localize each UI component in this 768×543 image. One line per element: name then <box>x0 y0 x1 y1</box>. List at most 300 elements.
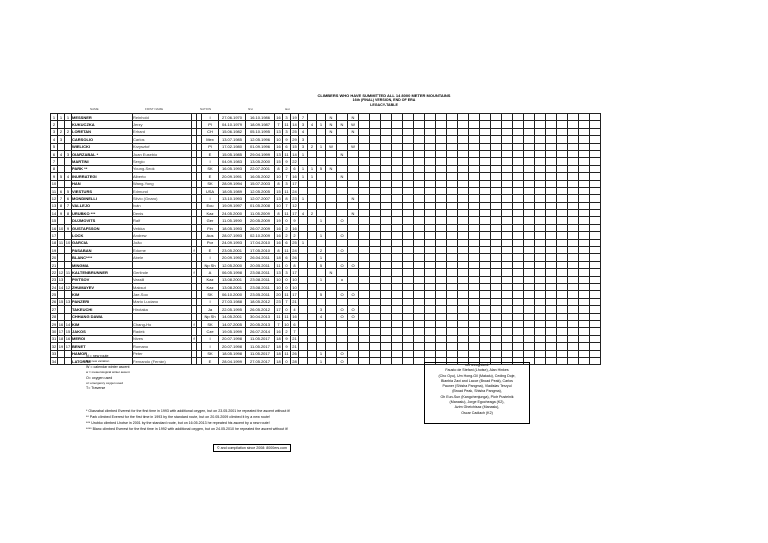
table-cell-peak <box>392 158 403 165</box>
table-cell-peak <box>359 158 370 165</box>
table-row <box>51 343 601 350</box>
table-cell-km <box>348 187 359 194</box>
table-cell-peak <box>546 173 557 180</box>
table-cell-peak <box>403 165 414 172</box>
table-cell-k2 <box>337 180 348 187</box>
table-cell-x <box>317 173 326 180</box>
table-cell-peak <box>359 143 370 150</box>
table-cell-peak <box>359 276 370 283</box>
table-cell-r1: 26 <box>51 299 57 305</box>
table-cell-first: Veikka <box>133 224 192 231</box>
table-cell-peak <box>568 320 579 327</box>
table-cell-peak <box>546 261 557 268</box>
table-cell-peak <box>568 232 579 239</box>
table-cell-b: 0 <box>283 357 291 364</box>
table-cell-peak <box>513 247 524 254</box>
table-row <box>51 247 601 254</box>
table-cell-peak <box>568 247 579 254</box>
table-cell-n <box>299 298 308 305</box>
table-cell-peak <box>447 224 458 231</box>
table-cell-peak <box>524 261 535 268</box>
table-row <box>51 335 601 342</box>
table-cell-x <box>317 187 326 194</box>
table-cell-peak <box>359 232 370 239</box>
table-cell-peak <box>590 357 601 364</box>
table-cell-peak <box>403 150 414 157</box>
table-cell-km: O <box>348 306 359 313</box>
table-cell-r1: 22 <box>51 269 57 275</box>
table-cell-peak <box>370 158 381 165</box>
table-cell-peak <box>403 357 414 364</box>
table-cell-peak <box>557 306 568 313</box>
table-cell-peak <box>557 173 568 180</box>
table-cell-k2: O <box>337 357 348 364</box>
table-cell-ev <box>326 276 337 283</box>
title-line-2: 16th (FINAL) VERSION, END OF ERA <box>352 98 416 102</box>
table-cell-peak <box>546 114 557 121</box>
table-cell-peak <box>579 143 590 150</box>
table-cell-peak <box>381 143 392 150</box>
table-cell-peak <box>557 232 568 239</box>
table-cell-km: W <box>348 143 359 150</box>
table-cell-b: 0 <box>283 261 291 268</box>
table-cell-peak <box>546 320 557 327</box>
table-row <box>51 224 601 231</box>
table-cell-peak <box>458 320 469 327</box>
table-cell-peak <box>458 114 469 121</box>
table-cell-peak <box>546 128 557 135</box>
table-cell-peak <box>502 143 513 150</box>
table-cell-peak <box>491 306 502 313</box>
table-cell-peak <box>414 298 425 305</box>
table-cell-c: 26 <box>292 255 297 261</box>
table-cell-ev <box>326 224 337 231</box>
table-cell-a: 15 <box>276 159 281 165</box>
table-cell-peak <box>469 173 480 180</box>
table-cell-peak <box>392 128 403 135</box>
table-cell-peak <box>480 350 491 357</box>
table-cell-peak <box>590 232 601 239</box>
table-cell-name: HAN <box>72 180 133 187</box>
table-cell-peak <box>590 136 601 143</box>
table-cell-first: Alberto <box>133 173 192 180</box>
table-cell-peak <box>502 121 513 128</box>
table-cell-peak <box>403 143 414 150</box>
table-cell-peak <box>535 202 546 209</box>
table-cell-d1: 15.05.1985 <box>219 150 246 157</box>
table-cell-r2: 3 <box>58 136 65 143</box>
table-cell-peak <box>458 173 469 180</box>
table-cell-k2 <box>337 328 348 335</box>
table-cell-d1: 18.05.1993 <box>219 224 246 231</box>
table-cell-peak <box>392 150 403 157</box>
table-cell-k2 <box>337 136 348 143</box>
climbers-table <box>50 113 601 365</box>
table-cell-peak <box>469 180 480 187</box>
table-cell-d2: 11.05.2017 <box>246 335 275 342</box>
table-cell-x <box>317 202 326 209</box>
table-cell-k2: N <box>337 121 348 128</box>
table-cell-peak <box>579 261 590 268</box>
table-cell-peak <box>535 239 546 246</box>
table-cell-n: 1 <box>299 239 308 246</box>
table-cell-name: MESSNER <box>72 114 133 121</box>
table-cell-peak <box>458 187 469 194</box>
table-cell-c: 10 <box>292 284 297 290</box>
table-cell-k2 <box>337 224 348 231</box>
table-cell-peak <box>480 195 491 202</box>
table-cell-peak <box>403 210 414 217</box>
table-cell-first: Hirotaka <box>133 306 192 313</box>
table-row <box>51 276 601 283</box>
table-cell-km <box>348 224 359 231</box>
table-cell-nat: SK <box>202 165 219 172</box>
table-cell-peak <box>524 320 535 327</box>
table-cell-peak <box>447 343 458 350</box>
table-cell-peak <box>403 350 414 357</box>
table-cell-peak <box>524 335 535 342</box>
table-cell-peak <box>480 313 491 320</box>
not-recognized-line: (Manaslu), Jorge Egocheaga (K2), <box>449 400 505 405</box>
table-cell-peak <box>381 276 392 283</box>
table-cell-peak <box>513 239 524 246</box>
table-cell-peak <box>469 121 480 128</box>
table-cell-peak <box>436 187 447 194</box>
table-cell-first: Radek <box>133 328 192 335</box>
table-cell-peak <box>513 173 524 180</box>
table-cell-c: 28 <box>292 358 297 364</box>
table-cell-nat: E <box>202 247 219 254</box>
table-cell-ev <box>326 195 337 202</box>
table-cell-name: PARK ** <box>72 165 133 172</box>
table-cell-peak <box>436 210 447 217</box>
table-cell-name: KIM <box>72 291 133 298</box>
table-cell-b: 2 <box>283 224 291 231</box>
table-cell-r3: 2 <box>65 128 72 135</box>
table-cell-peak <box>403 232 414 239</box>
legend-item: T= Traverse <box>86 386 106 391</box>
table-cell-peak <box>524 158 535 165</box>
table-cell-m <box>308 276 317 283</box>
table-cell-peak <box>480 202 491 209</box>
table-cell-name: LORETAN <box>72 128 133 135</box>
table-cell-peak <box>425 217 436 224</box>
table-cell-peak <box>557 136 568 143</box>
table-cell-d2: 27.05.2017 <box>246 357 275 364</box>
table-cell-peak <box>469 298 480 305</box>
table-cell-peak <box>557 269 568 276</box>
table-cell-peak <box>513 128 524 135</box>
table-cell-r2 <box>58 261 65 268</box>
table-cell-peak <box>392 114 403 121</box>
table-cell-n <box>299 202 308 209</box>
table-cell-m <box>308 217 317 224</box>
table-cell-ev <box>326 283 337 290</box>
table-cell-peak <box>502 298 513 305</box>
table-cell-b: 11 <box>284 188 289 194</box>
table-cell-k2 <box>337 210 348 217</box>
table-cell-peak <box>557 121 568 128</box>
legend-item: N = new variation <box>86 359 110 364</box>
table-cell-peak <box>491 121 502 128</box>
table-cell-d2: 20.05.2011 <box>246 261 275 268</box>
table-cell-n <box>299 224 308 231</box>
table-cell-k2 <box>337 165 348 172</box>
table-cell-peak <box>491 136 502 143</box>
table-cell-r3 <box>65 291 72 298</box>
table-cell-peak <box>392 165 403 172</box>
table-cell-peak <box>590 335 601 342</box>
table-cell-peak <box>392 136 403 143</box>
table-cell-name: PANZERI <box>72 298 133 305</box>
table-cell-peak <box>491 350 502 357</box>
table-cell-peak <box>513 291 524 298</box>
table-cell-peak <box>436 328 447 335</box>
table-cell-peak <box>513 136 524 143</box>
table-cell-m <box>308 335 317 342</box>
table-cell-r3 <box>65 350 72 357</box>
table-cell-r3: 6 <box>65 195 72 202</box>
table-cell-nat: I <box>202 254 219 261</box>
table-cell-nat: I <box>202 335 219 342</box>
table-cell-peak <box>392 217 403 224</box>
table-cell-ev <box>326 298 337 305</box>
table-cell-peak <box>579 269 590 276</box>
table-cell-nat: Por <box>202 239 219 246</box>
table-cell-r2: 7 <box>58 195 65 202</box>
table-cell-peak <box>546 224 557 231</box>
table-cell-d1: 13.08.2001 <box>219 276 246 283</box>
table-cell-b: 9 <box>283 343 291 350</box>
table-cell-d2: 11.05.2017 <box>246 343 275 350</box>
table-cell-peak <box>447 136 458 143</box>
table-cell-peak <box>568 114 579 121</box>
table-cell-a: 13 <box>276 269 281 275</box>
table-cell-m <box>308 298 317 305</box>
table-cell-peak <box>546 217 557 224</box>
table-cell-peak <box>381 343 392 350</box>
table-cell-peak <box>447 195 458 202</box>
table-cell-peak <box>480 291 491 298</box>
table-cell-sex: f <box>193 247 195 253</box>
table-cell-peak <box>370 335 381 342</box>
table-cell-d1: 19.09.1997 <box>219 202 246 209</box>
table-cell-r1: 15 <box>51 218 57 224</box>
table-cell-n <box>299 232 308 239</box>
table-cell-r2: 6 <box>58 187 65 194</box>
table-cell-peak <box>535 313 546 320</box>
table-cell-r1: 29 <box>51 321 57 327</box>
table-cell-r1: 9 <box>51 173 58 180</box>
table-cell-peak <box>590 298 601 305</box>
table-cell-d2: 15.07.2003 <box>246 180 275 187</box>
table-cell-d1: 20.09.1992 <box>219 254 246 261</box>
table-cell-nat: Np Sh <box>202 261 219 268</box>
table-cell-peak <box>546 357 557 364</box>
not-recognized-line: Pauner (Shisha Pangma), Vladislav Terzyul <box>442 384 512 389</box>
table-cell-n <box>299 306 308 313</box>
table-cell-r2: 12 <box>58 269 64 275</box>
table-cell-r2 <box>58 158 65 165</box>
table-cell-m <box>308 306 317 313</box>
table-cell-a: 13 <box>276 151 281 157</box>
table-cell-peak <box>535 298 546 305</box>
table-cell-peak <box>392 224 403 231</box>
table-cell-peak <box>381 158 392 165</box>
table-cell-peak <box>392 239 403 246</box>
table-cell-peak <box>557 350 568 357</box>
table-cell-peak <box>524 254 535 261</box>
table-cell-d1: 15.06.1982 <box>219 128 246 135</box>
table-cell-nat: Np Sh <box>202 313 219 320</box>
table-cell-peak <box>447 217 458 224</box>
table-cell-peak <box>524 232 535 239</box>
table-cell-peak <box>535 350 546 357</box>
table-cell-peak <box>568 306 579 313</box>
table-cell-peak <box>381 232 392 239</box>
table-cell-peak <box>425 313 436 320</box>
table-cell-peak <box>502 254 513 261</box>
table-cell-peak <box>546 306 557 313</box>
table-cell-peak <box>502 224 513 231</box>
table-cell-peak <box>546 202 557 209</box>
table-cell-d2: 17.05.2010 <box>246 247 275 254</box>
table-row <box>51 350 601 357</box>
table-cell-peak <box>392 283 403 290</box>
table-cell-m <box>308 202 317 209</box>
table-cell-peak <box>381 128 392 135</box>
table-cell-r1: 30 <box>51 329 57 335</box>
table-cell-peak <box>447 254 458 261</box>
table-cell-peak <box>546 276 557 283</box>
not-recognized-line: Oh Eun-Sun (Kangchenjunga), Piotr Pustelnik <box>440 394 514 399</box>
table-cell-peak <box>568 239 579 246</box>
table-cell-peak <box>491 320 502 327</box>
table-cell-peak <box>480 343 491 350</box>
table-cell-peak <box>557 298 568 305</box>
table-cell-d1: 14.05.2001 <box>219 313 246 320</box>
table-cell-r2: 5 <box>58 173 65 180</box>
table-cell-peak <box>579 276 590 283</box>
table-cell-peak <box>590 165 601 172</box>
table-cell-first: Young-Seok <box>133 165 192 172</box>
table-cell-peak <box>491 291 502 298</box>
table-cell-peak <box>425 143 436 150</box>
table-cell-k2: O <box>337 291 348 298</box>
table-cell-peak <box>546 343 557 350</box>
table-cell-r2: 4 <box>58 150 65 157</box>
table-cell-r2 <box>58 143 65 150</box>
table-cell-peak <box>425 306 436 313</box>
table-cell-peak <box>403 239 414 246</box>
table-cell-first: Vassili <box>133 276 192 283</box>
table-cell-peak <box>425 283 436 290</box>
table-cell-peak <box>414 291 425 298</box>
table-cell-c: 10 <box>292 277 297 283</box>
table-cell-peak <box>359 298 370 305</box>
table-cell-peak <box>579 254 590 261</box>
table-cell-peak <box>469 187 480 194</box>
not-recognized-line: (Cho Oyu), Um Hong-Gil (Makalu), Ceding Doje, <box>438 373 516 378</box>
table-cell-b: 3 <box>283 180 291 187</box>
table-cell-nat: CH <box>202 128 219 135</box>
table-cell-r2: 2 <box>58 128 65 135</box>
table-cell-b: 6 <box>283 143 291 150</box>
table-cell-r1: 8 <box>51 165 58 172</box>
table-cell-peak <box>535 195 546 202</box>
not-recognized-box <box>424 362 530 424</box>
table-cell-peak <box>502 210 513 217</box>
table-cell-c: 12 <box>292 203 297 209</box>
table-cell-peak <box>370 298 381 305</box>
not-recognized-line: (Broad Peak, Shisha Pangma), <box>452 389 502 394</box>
table-cell-b: 8 <box>283 195 291 202</box>
table-cell-nat: E <box>202 357 219 364</box>
table-cell-r2 <box>58 247 65 254</box>
table-cell-peak <box>414 165 425 172</box>
table-cell-peak <box>590 350 601 357</box>
table-cell-nat: Ecu <box>202 202 219 209</box>
table-cell-peak <box>513 343 524 350</box>
table-cell-peak <box>447 328 458 335</box>
table-cell-d2: 11.05.2009 <box>246 210 275 217</box>
table-cell-peak <box>557 210 568 217</box>
table-cell-ev <box>326 232 337 239</box>
table-cell-b: 11 <box>284 151 289 157</box>
table-cell-peak <box>524 121 535 128</box>
table-cell-peak <box>469 239 480 246</box>
table-cell-peak <box>381 239 392 246</box>
table-cell-peak <box>469 254 480 261</box>
table-cell-peak <box>392 254 403 261</box>
table-cell-d2: 16.10.1986 <box>246 114 275 121</box>
table-cell-peak <box>557 261 568 268</box>
table-cell-peak <box>381 202 392 209</box>
table-cell-peak <box>480 261 491 268</box>
table-cell-name: ZHUMAYEV <box>72 283 133 290</box>
table-cell-peak <box>546 247 557 254</box>
table-cell-peak <box>414 313 425 320</box>
table-cell-nat: USA <box>202 187 219 194</box>
table-cell-peak <box>480 276 491 283</box>
table-cell-peak <box>524 150 535 157</box>
table-cell-x <box>317 114 326 121</box>
table-cell-peak <box>381 313 392 320</box>
table-cell-r2 <box>58 180 65 187</box>
table-cell-r1: 1 <box>51 114 58 121</box>
table-cell-c: 24 <box>292 188 297 194</box>
table-cell-peak <box>414 128 425 135</box>
table-cell-x <box>317 298 326 305</box>
table-cell-c: 21 <box>292 336 297 342</box>
table-cell-peak <box>447 180 458 187</box>
table-cell-x: 4 <box>317 313 326 320</box>
table-cell-first: Mario Luciano <box>133 298 192 305</box>
table-cell-ev <box>326 173 337 180</box>
table-cell-peak <box>381 165 392 172</box>
table-cell-nat: Ger <box>202 217 219 224</box>
table-cell-peak <box>381 187 392 194</box>
not-recognized-line: Azim Gheichisaz (Manaslu), <box>454 405 500 410</box>
table-cell-d1: 20.09.1991 <box>219 173 246 180</box>
table-cell-peak <box>513 283 524 290</box>
table-cell-peak <box>590 195 601 202</box>
table-cell-k2 <box>337 269 348 276</box>
table-cell-peak <box>579 291 590 298</box>
table-cell-peak <box>370 328 381 335</box>
table-cell-peak <box>425 136 436 143</box>
table-cell-a: 18 <box>276 336 281 342</box>
